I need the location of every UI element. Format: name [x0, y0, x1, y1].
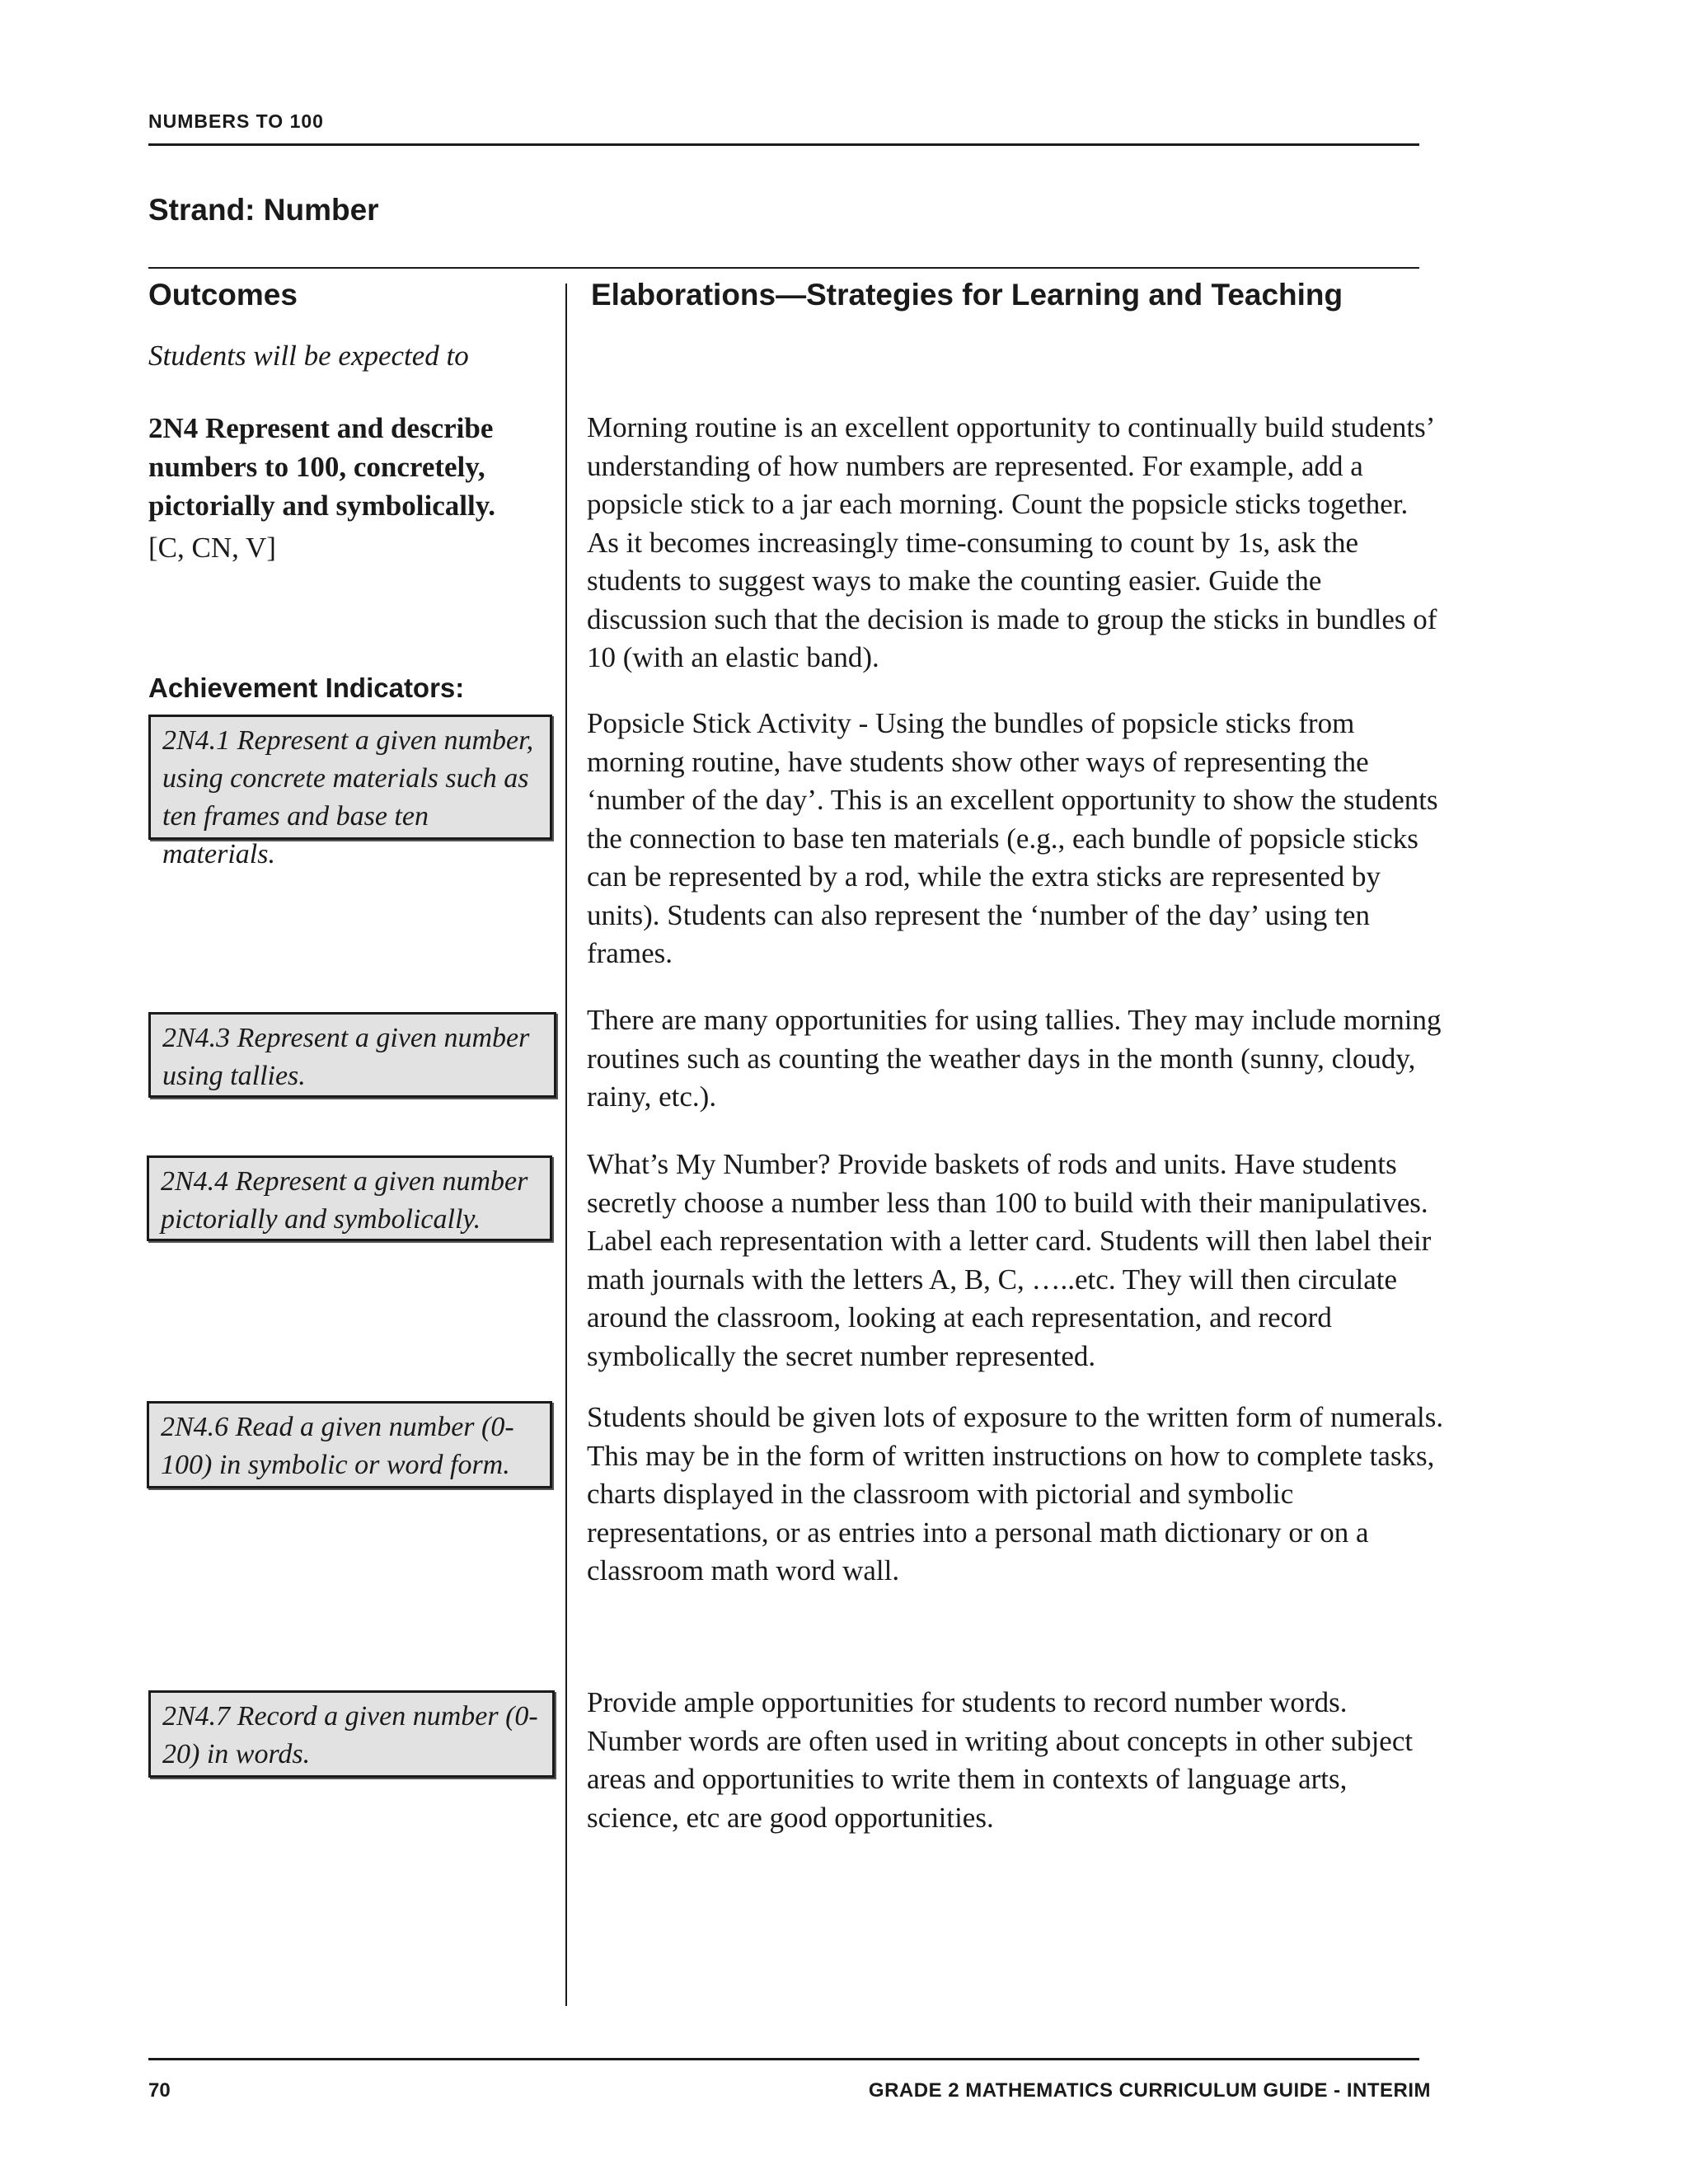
running-head: NUMBERS TO 100 — [148, 110, 324, 132]
column-divider — [565, 284, 567, 2006]
page-number: 70 — [148, 2079, 171, 2102]
outcome-statement: 2N4 Represent and describe numbers to 100, concretely, pictorially and symbolically. — [148, 412, 496, 522]
indicator-box: 2N4.4 Represent a given number pictorially and symbolically. — [147, 1155, 552, 1241]
elaboration-paragraph: Morning routine is an excellent opportunity to continually build students’ understanding of how numbers are represented. For example, add a popsicle stick to a jar each morning. Count the popsicle sticks together. As it becomes increasingly time-consuming to count by 1s, ask the students to suggest ways to make the counting easier. Guide the discussion such that the decision is made to group the sticks in bundles of 10 (with an elastic band). — [587, 411, 1437, 673]
elaboration-paragraph: Provide ample opportunities for students to record number words. Number words are often used in writing about concepts in other subject areas and opportunities to write them in contexts of language arts, science, etc are good opportunities. — [587, 1686, 1414, 1834]
achievement-indicators-heading: Achievement Indicators: — [148, 673, 465, 703]
outcomes-heading: Outcomes — [148, 278, 298, 312]
indicator-box: 2N4.7 Record a given number (0-20) in words. — [148, 1690, 555, 1778]
header-rule — [148, 143, 1419, 146]
footer-guide-title: GRADE 2 MATHEMATICS CURRICULUM GUIDE - INTERIM — [868, 2079, 1431, 2102]
section-rule — [148, 267, 1419, 269]
indicator-box: 2N4.3 Represent a given number using tallies. — [148, 1012, 556, 1098]
elaboration-paragraph: Students should be given lots of exposure to the written form of numerals. This may be in the form of written instructions on how to complete tasks, charts displayed in the classroom with pictorial and symbolic representations, or as entries into a personal math dictionary or on a classroom math word wall. — [587, 1401, 1444, 1586]
strand-title: Strand: Number — [148, 193, 379, 227]
elaboration-paragraph: Popsicle Stick Activity - Using the bundles of popsicle sticks from morning routine, have students show other ways of representing the ‘number of the day’. This is an excellent opportunity to show the students the connection to base ten materials (e.g., each bundle of popsicle sticks can be represented by a rod, while the extra sticks are represented by units). Students can also represent the ‘number of the day’ using ten frames. — [587, 707, 1438, 969]
elaboration-paragraph: There are many opportunities for using tallies. They may include morning routines such as counting the weather days in the month (sunny, cloudy, rainy, etc.). — [587, 1004, 1442, 1113]
footer-rule — [148, 2058, 1419, 2060]
indicator-box: 2N4.6 Read a given number (0-100) in symbolic or word form. — [147, 1401, 552, 1488]
elaborations-heading: Elaborations—Strategies for Learning and Teaching — [591, 278, 1343, 312]
indicator-box: 2N4.1 Represent a given number, using concrete materials such as ten frames and base ten materials. — [148, 715, 552, 840]
elaboration-paragraph: What’s My Number? Provide baskets of rods and units. Have students secretly choose a number less than 100 to build with their manipulatives. Label each representation with a letter card. Students will then label their math journals with the letters A, B, C, …..etc. They will then circulate around the classroom, looking at each representation, and record symbolically the secret number represented. — [587, 1148, 1432, 1372]
expected-line: Students will be expected to — [148, 340, 469, 372]
outcome-processes: [C, CN, V] — [148, 532, 276, 564]
